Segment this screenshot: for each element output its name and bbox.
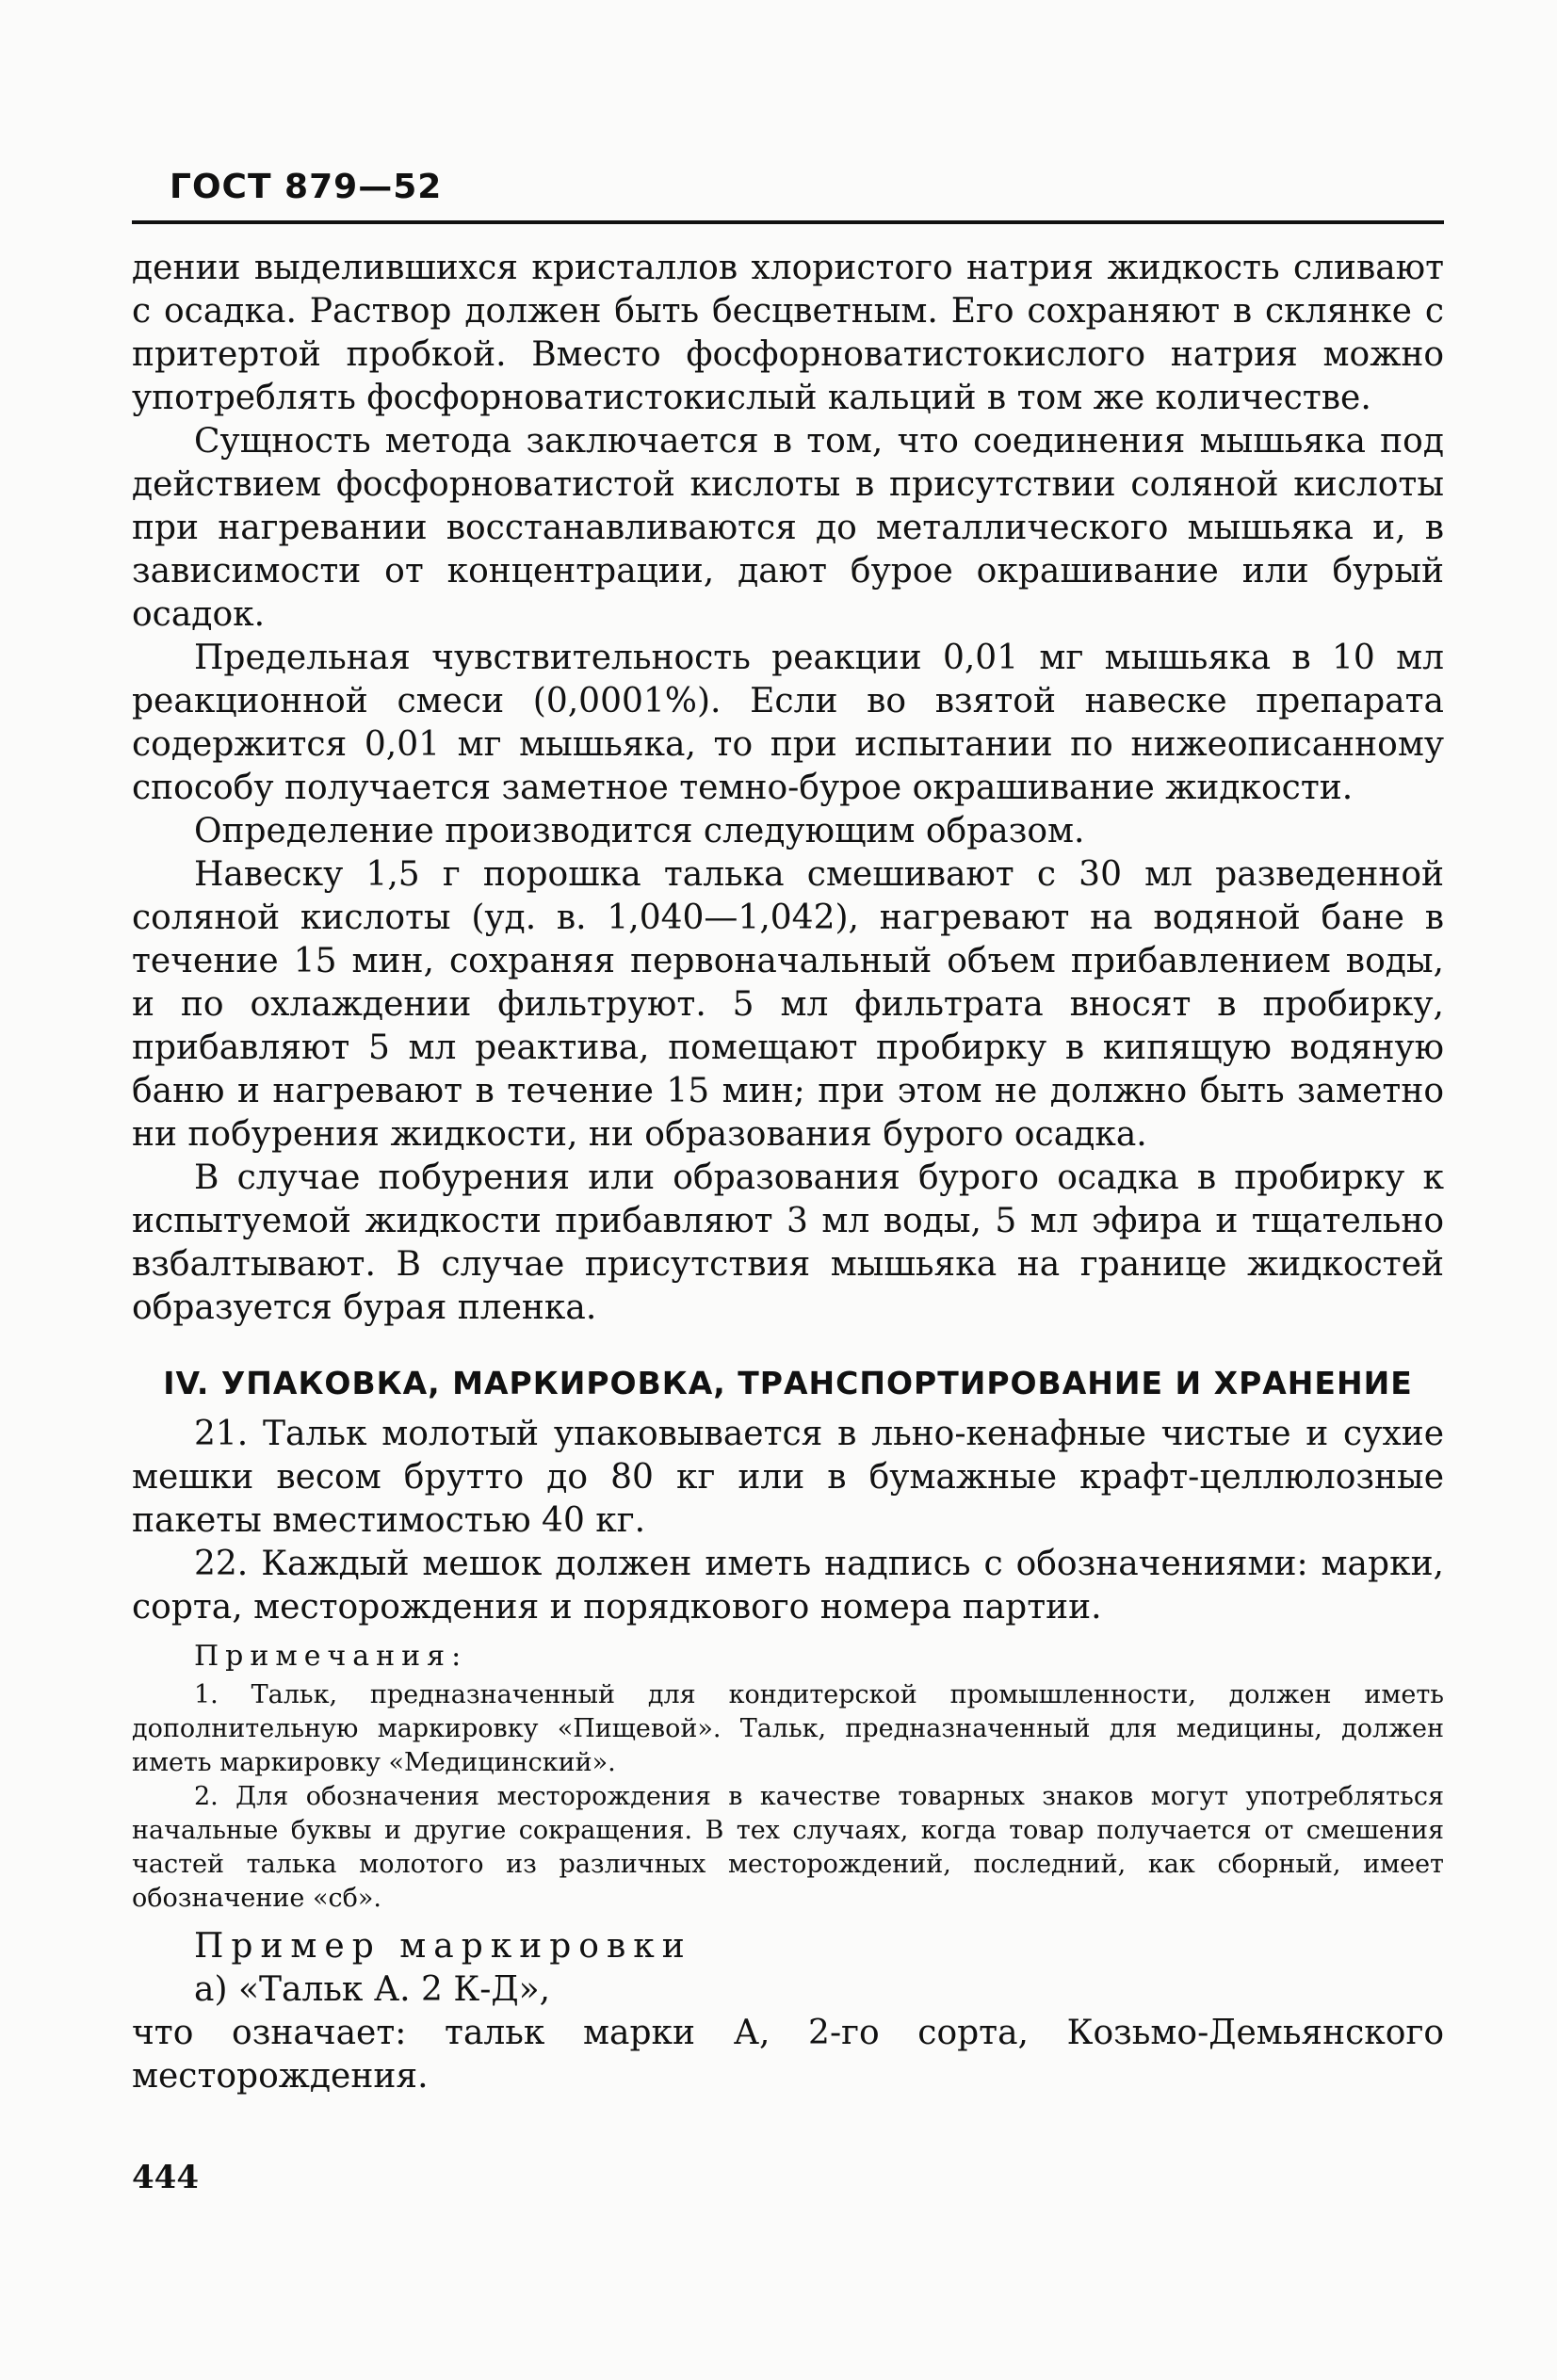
header-rule: [132, 220, 1444, 224]
paragraph-browning-case: В случае побурения или образования бурого осадка в пробирку к испытуемой жидкости прибавляют 3 мл воды, 5 мл эфира и тщательно взбалтывают. В случае присутствия мышьяка на границе жидкостей образуется бурая пленка.: [132, 1158, 1444, 1327]
notes-title: Примечания:: [194, 1640, 468, 1673]
example-marking: а) «Тальк А. 2 К-Д»,: [194, 1970, 551, 2009]
page-content: [132, 247, 1444, 2098]
paragraph-procedure: Навеску 1,5 г порошка талька смешивают с 30 мл разведенной соляной кислоты (уд. в. 1,040—1,042), нагревают на водяной бане в течение 15 мин, сохраняя первоначальный объем прибавлением воды, и по охлаждении фильтруют. 5 мл фильтрата вносят в пробирку, прибавляют 5 мл реактива, помещают пробирку в кипящую водяную баню и нагревают в течение 15 мин; при этом не должно быть заметно ни побурения жидкости, ни образования бурого осадка.: [132, 855, 1444, 1154]
paragraph-determination-intro: Определение производится следующим образом.: [194, 812, 1085, 850]
item-21: 21. Тальк молотый упаковывается в льно-кенафные чистые и сухие мешки весом брутто до 80 кг или в бумажные крафт-целлюлозные пакеты вместимостью 40 кг.: [132, 1415, 1444, 1540]
paragraph-continuation: дении выделившихся кристаллов хлористого натрия жидкость сливают с осадка. Раствор должен быть бесцветным. Его сохраняют в склянке с притертой пробкой. Вместо фосфорноватистокислого натрия можно употреблять фосфорноватистокислый кальций в том же количестве.: [132, 249, 1444, 417]
example-meaning: что означает: тальк марки А, 2-го сорта, Козьмо-Демьянского месторождения.: [132, 2014, 1444, 2096]
note-1: 1. Тальк, предназначенный для кондитерской промышленности, должен иметь дополнительную маркировку «Пищевой». Тальк, предназначенный для медицины, должен иметь маркировку «Медицинский».: [132, 1680, 1444, 1777]
note-2: 2. Для обозначения месторождения в качестве товарных знаков могут употребляться начальные буквы и другие сокращения. В тех случаях, когда товар получается от смешения частей талька молотого из различных месторождений, последний, как сборный, имеет обозначение «сб».: [132, 1782, 1444, 1913]
section-title: IV. УПАКОВКА, МАРКИРОВКА, ТРАНСПОРТИРОВАНИЕ И ХРАНЕНИЕ: [163, 1365, 1413, 1401]
page-number: 444: [132, 2159, 199, 2196]
paragraph-sensitivity: Предельная чувствительность реакции 0,01 мг мышьяка в 10 мл реакционной смеси (0,0001%). Если во взятой навеске препарата содержится 0,01 мг мышьяка, то при испытании по нижеописанному способу получается заметное темно-бурое окрашивание жидкости.: [132, 639, 1444, 807]
page-header: ГОСТ 879—52: [170, 168, 443, 206]
example-title: Пример маркировки: [194, 1927, 692, 1966]
item-22: 22. Каждый мешок должен иметь надпись с обозначениями: марки, сорта, месторождения и порядкового номера партии.: [132, 1545, 1444, 1627]
paragraph-method-essence: Сущность метода заключается в том, что соединения мышьяка под действием фосфорноватистой кислоты в присутствии соляной кислоты при нагревании восстанавливаются до металлического мышьяка и, в зависимости от концентрации, дают бурое окрашивание или бурый осадок.: [132, 422, 1444, 634]
